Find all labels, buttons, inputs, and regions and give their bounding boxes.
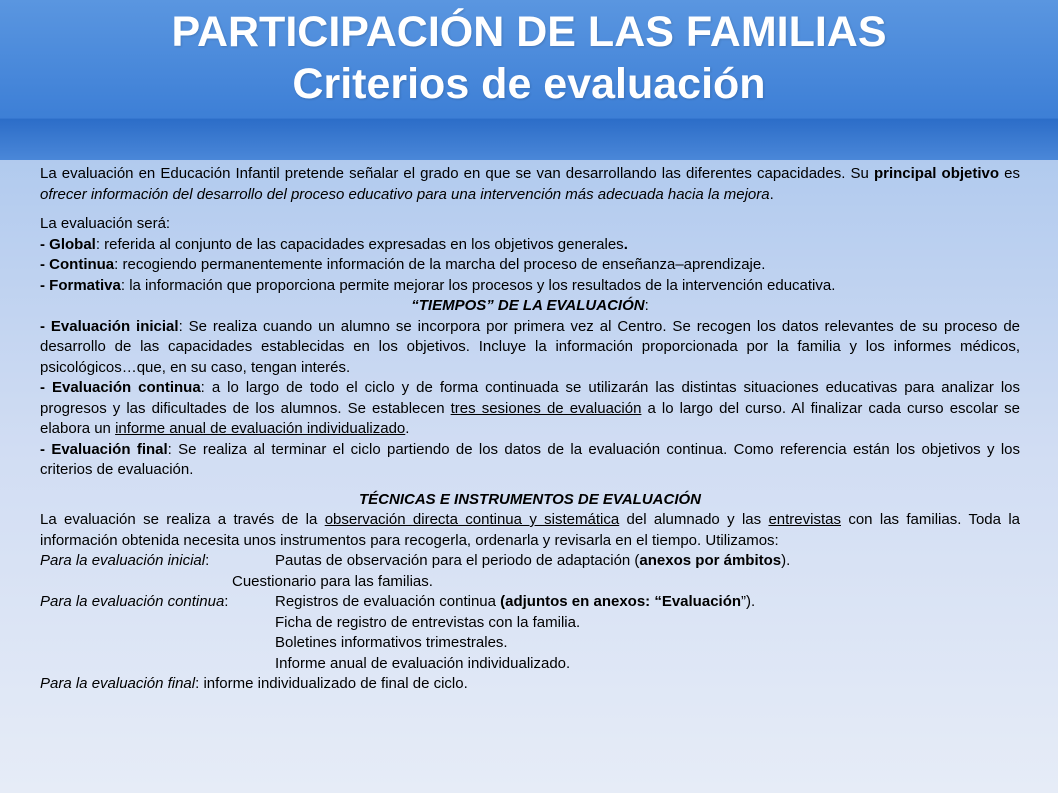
type-continua-text: : recogiendo permanentemente información de la marcha del proceso de enseñanza–aprendizaje. <box>114 256 766 273</box>
type-formativa <box>40 276 1020 297</box>
tecnicas-text-3: con las familias. Toda la información obtenida necesita unos instrumentos para recogerla, ordenarla y revisarla en el tiempo. Utilizamos: <box>40 511 1020 549</box>
intro-text-2: es <box>999 165 1021 182</box>
type-global <box>40 235 1020 256</box>
tiempos-heading-colon: : <box>644 297 649 314</box>
slide-title <box>0 6 1058 110</box>
tiempo-final-label: - Evaluación final <box>40 440 168 458</box>
instrumento-inicial-label <box>40 551 275 572</box>
instrumento-continua-label <box>40 592 275 613</box>
instrumento-inicial-item-1 <box>275 551 790 572</box>
type-global-end: . <box>623 235 628 253</box>
tiempo-continua-text-2: a lo largo del curso. Al finalizar cada curso escolar se elabora un <box>40 399 1020 437</box>
instrumento-final <box>40 674 1020 695</box>
instrumento-inicial-colon: : <box>205 552 210 569</box>
type-continua <box>40 255 1020 276</box>
tiempo-final <box>40 440 1020 481</box>
types-heading: La evaluación será: <box>40 215 171 232</box>
intro-paragraph <box>40 164 1020 205</box>
spacer <box>40 481 1020 490</box>
title-line-2: Criterios de evaluación <box>292 60 766 108</box>
type-continua-label: - Continua <box>40 256 115 273</box>
tecnicas-underline-1: observación directa continua y sistemática <box>324 511 620 528</box>
intro-text: La evaluación en Educación Infantil pretende señalar el grado en que se van desarrollando las diferentes capacidades. Su <box>40 165 874 182</box>
title-line-1: PARTICIPACIÓN DE LAS FAMILIAS <box>171 8 887 56</box>
tiempo-inicial-label: - Evaluación inicial <box>40 317 179 335</box>
intro-text-3: . <box>769 185 774 203</box>
instrumento-continua-item-2: Ficha de registro de entrevistas con la familia. <box>275 613 581 631</box>
instrumento-continua-item-1-text: Registros de evaluación continua <box>275 593 501 610</box>
instrumento-continua-item-4: Informe anual de evaluación individualizado. <box>275 654 571 672</box>
instrumento-continua-item-3: Boletines informativos trimestrales. <box>275 634 508 651</box>
type-global-text: : referida al conjunto de las capacidades expresadas en los objetivos generales <box>95 235 624 253</box>
type-global-label: - Global <box>40 235 96 253</box>
instrumento-final-label: Para la evaluación final <box>40 675 196 692</box>
intro-bold: principal objetivo <box>873 165 1000 182</box>
tiempo-continua-text: : a lo largo de todo el ciclo y de forma continuada se utilizarán las distintas situaciones educativas para analizar los progresos y las dificultades de los alumnos. Se establecen <box>40 379 1020 417</box>
tiempo-continua <box>40 378 1020 440</box>
tecnicas-text-2: del alumnado y las <box>619 511 769 528</box>
type-formativa-text: : la información que proporciona permite mejorar los procesos y los resultados de la intervención educativa. <box>120 276 836 294</box>
tecnicas-text: La evaluación se realiza a través de la <box>40 511 325 528</box>
header-band <box>0 119 1058 160</box>
tiempo-continua-underline-1: tres sesiones de evaluación <box>450 399 642 417</box>
instrumento-continua-row <box>40 592 1020 613</box>
instrumento-continua-item-1-bold: (adjuntos en anexos: “Evaluación <box>500 593 742 610</box>
instrumento-inicial-label-text: Para la evaluación inicial <box>40 552 206 569</box>
type-formativa-label: - Formativa <box>40 276 121 294</box>
tecnicas-heading: TÉCNICAS E INSTRUMENTOS DE EVALUACIÓN <box>359 490 701 508</box>
intro-italic: ofrecer información del desarrollo del proceso educativo para una intervención más adecuada hacia la mejora <box>40 185 770 203</box>
instrumento-continua-colon: : <box>224 593 229 610</box>
instrumento-inicial-row <box>40 551 1020 572</box>
tiempo-final-text: : Se realiza al terminar el ciclo partiendo de los datos de la evaluación continua. Como referencia están los objetivos y los criterios de evaluación. <box>40 440 1020 478</box>
spacer <box>40 205 1020 214</box>
instrumento-inicial-item-1-text: Pautas de observación para el periodo de adaptación ( <box>275 552 640 569</box>
tiempo-continua-underline-2: informe anual de evaluación individualizado <box>115 420 406 437</box>
slide-content <box>40 164 1020 695</box>
tiempo-inicial <box>40 317 1020 379</box>
instrumento-final-text: : informe individualizado de final de ciclo. <box>195 675 468 692</box>
tiempo-inicial-text: : Se realiza cuando un alumno se incorpora por primera vez al Centro. Se recogen los datos relevantes de su proceso de desarrollo de las capacidades establecidas en los objetivos. Incluye la información proporcionada por la familia y los informes médicos, psicológicos…que, en su caso, tengan interés. <box>40 317 1021 376</box>
instrumento-inicial-item-2: Cuestionario para las familias. <box>232 572 433 590</box>
instrumento-inicial-item-1-end: ). <box>781 552 791 569</box>
instrumento-inicial-item-1-bold: anexos por ámbitos <box>639 552 782 569</box>
tiempos-heading-text: “TIEMPOS” DE LA EVALUACIÓN <box>411 297 645 314</box>
tiempo-continua-label: - Evaluación continua <box>40 379 201 396</box>
instrumento-continua-item-1-end: ”). <box>741 593 756 610</box>
tiempos-heading <box>40 296 1020 317</box>
instrumento-continua-label-text: Para la evaluación continua <box>40 593 225 610</box>
tiempo-continua-text-3: . <box>405 420 410 437</box>
tecnicas-paragraph <box>40 510 1020 551</box>
title-header <box>0 0 1058 160</box>
tecnicas-underline-2: entrevistas <box>768 511 841 528</box>
instrumento-continua-item-1 <box>275 592 755 613</box>
